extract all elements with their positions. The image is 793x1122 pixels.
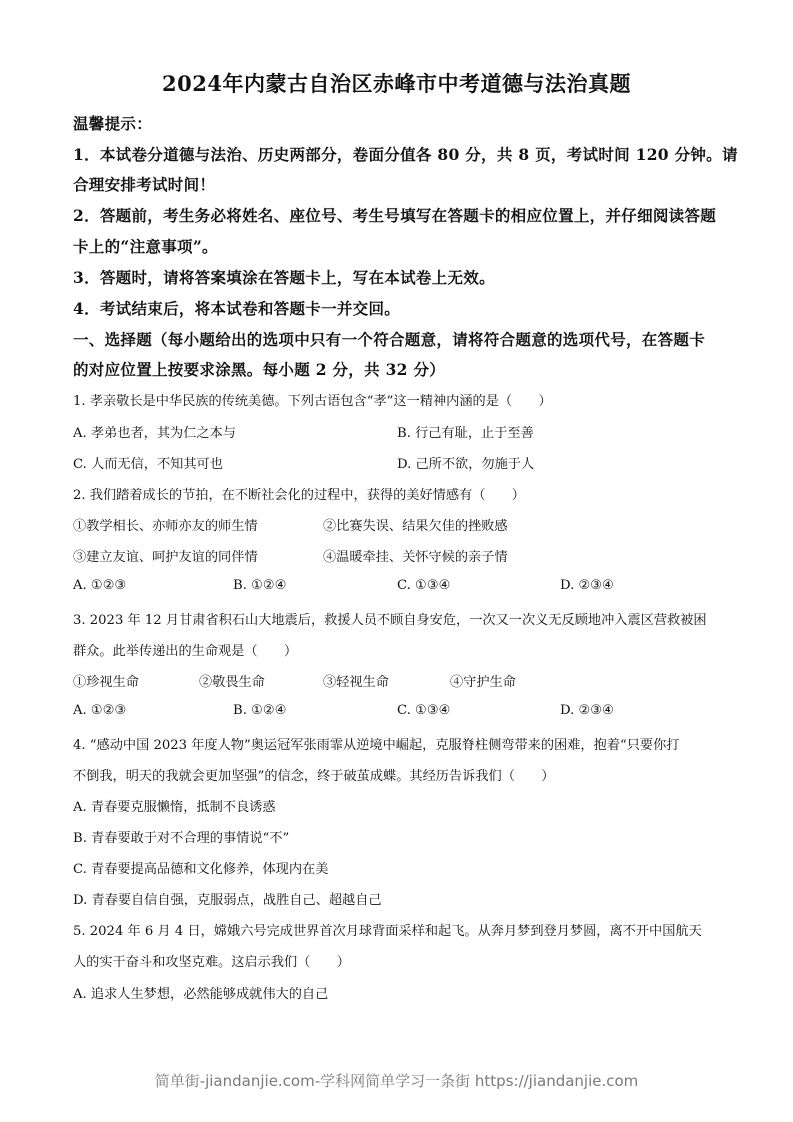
question-3-stem-line-2: 群众。此举传递出的生命观是（ ） bbox=[73, 644, 298, 659]
q3-item-1: ①珍视生命 bbox=[73, 675, 139, 690]
q3-option-a: A. ①②③ bbox=[73, 703, 127, 718]
question-1-stem: 1. 孝亲敬长是中华民族的传统美德。下列古语包含“孝”这一精神内涵的是（ ） bbox=[73, 394, 552, 409]
q3-option-d: D. ②③④ bbox=[560, 703, 614, 718]
q2-item-2: ②比赛失误、结果欠佳的挫败感 bbox=[323, 519, 508, 534]
q1-option-c: C. 人而无信，不知其可也 bbox=[73, 457, 223, 472]
page-title: 2024年内蒙古自治区赤峰市中考道德与法治真题 bbox=[162, 71, 631, 96]
tips-heading: 温馨提示： bbox=[73, 114, 153, 133]
question-5-stem-line-2: 人的实干奋斗和攻坚克难。这启示我们（ ） bbox=[73, 955, 350, 970]
q2-option-a: A. ①②③ bbox=[73, 578, 127, 593]
q3-item-3: ③轻视生命 bbox=[323, 675, 389, 690]
footer-watermark: 简单街-jiandanjie.com-学科网简单学习一条街 https://jiandanjie.com bbox=[154, 1072, 639, 1090]
section-heading-line-1: 一、选择题（每小题给出的选项中只有一个符合题意，请将符合题意的选项代号，在答题卡 bbox=[73, 330, 706, 349]
q2-option-b: B. ①②④ bbox=[233, 578, 287, 593]
q3-item-4: ④守护生命 bbox=[450, 675, 516, 690]
question-4-stem-line-1: 4. “感动中国 2023 年度人物”奥运冠军张雨霏从逆境中崛起，克服脊柱侧弯带来的困难，抱着“只要你打 bbox=[73, 738, 680, 753]
tip-1-line-1: 1．本试卷分道德与法治、历史两部分，卷面分值各 80 分，共 8 页，考试时间 120 分钟。请 bbox=[73, 145, 738, 164]
q4-option-d: D. 青春要自信自强，克服弱点，战胜自己、超越自己 bbox=[73, 893, 382, 908]
q4-option-b: B. 青春要敢于对不合理的事情说“不” bbox=[73, 831, 290, 846]
q2-item-4: ④温暖牵挂、关怀守候的亲子情 bbox=[323, 550, 508, 565]
q2-option-c: C. ①③④ bbox=[397, 578, 451, 593]
q2-option-d: D. ②③④ bbox=[560, 578, 614, 593]
tip-2-line-1: 2．答题前，考生务必将姓名、座位号、考生号填写在答题卡的相应位置上，并仔细阅读答题 bbox=[73, 206, 717, 225]
q2-item-1: ①教学相长、亦师亦友的师生情 bbox=[73, 519, 258, 534]
q1-option-a: A. 孝弟也者，其为仁之本与 bbox=[73, 426, 236, 441]
question-5-stem-line-1: 5. 2024 年 6 月 4 日，嫦娥六号完成世界首次月球背面采样和起飞。从奔月梦到登月梦圆，离不开中国航天 bbox=[73, 924, 702, 939]
q1-option-d: D. 己所不欲，勿施于人 bbox=[397, 457, 535, 472]
q5-option-a: A. 追求人生梦想，必然能够成就伟大的自己 bbox=[73, 987, 329, 1002]
question-4-stem-line-2: 不倒我，明天的我就会更加坚强”的信念，终于破茧成蝶。其经历告诉我们（ ） bbox=[73, 769, 555, 784]
tip-1-line-2: 合理安排考试时间！ bbox=[73, 175, 216, 194]
q2-item-3: ③建立友谊、呵护友谊的同伴情 bbox=[73, 550, 258, 565]
section-heading-line-2: 的对应位置上按要求涂黑。每小题 2 分，共 32 分） bbox=[73, 360, 446, 379]
q3-option-c: C. ①③④ bbox=[397, 703, 451, 718]
q3-option-b: B. ①②④ bbox=[233, 703, 287, 718]
tip-3: 3．答题时，请将答案填涂在答题卡上，写在本试卷上无效。 bbox=[73, 268, 495, 287]
tip-2-line-2: 卡上的“注意事项”。 bbox=[73, 237, 218, 256]
q3-item-2: ②敬畏生命 bbox=[199, 675, 265, 690]
question-3-stem-line-1: 3. 2023 年 12 月甘肃省积石山大地震后，救援人员不顾自身安危，一次又一次义无反顾地冲入震区营救被困 bbox=[73, 613, 707, 628]
q4-option-a: A. 青春要克服懒惰，抵制不良诱惑 bbox=[73, 800, 276, 815]
tip-4: 4．考试结束后，将本试卷和答题卡一并交回。 bbox=[73, 299, 401, 318]
q4-option-c: C. 青春要提高品德和文化修养，体现内在美 bbox=[73, 862, 329, 877]
q1-option-b: B. 行己有耻，止于至善 bbox=[397, 426, 534, 441]
question-2-stem: 2. 我们踏着成长的节拍，在不断社会化的过程中，获得的美好情感有（ ） bbox=[73, 488, 525, 503]
